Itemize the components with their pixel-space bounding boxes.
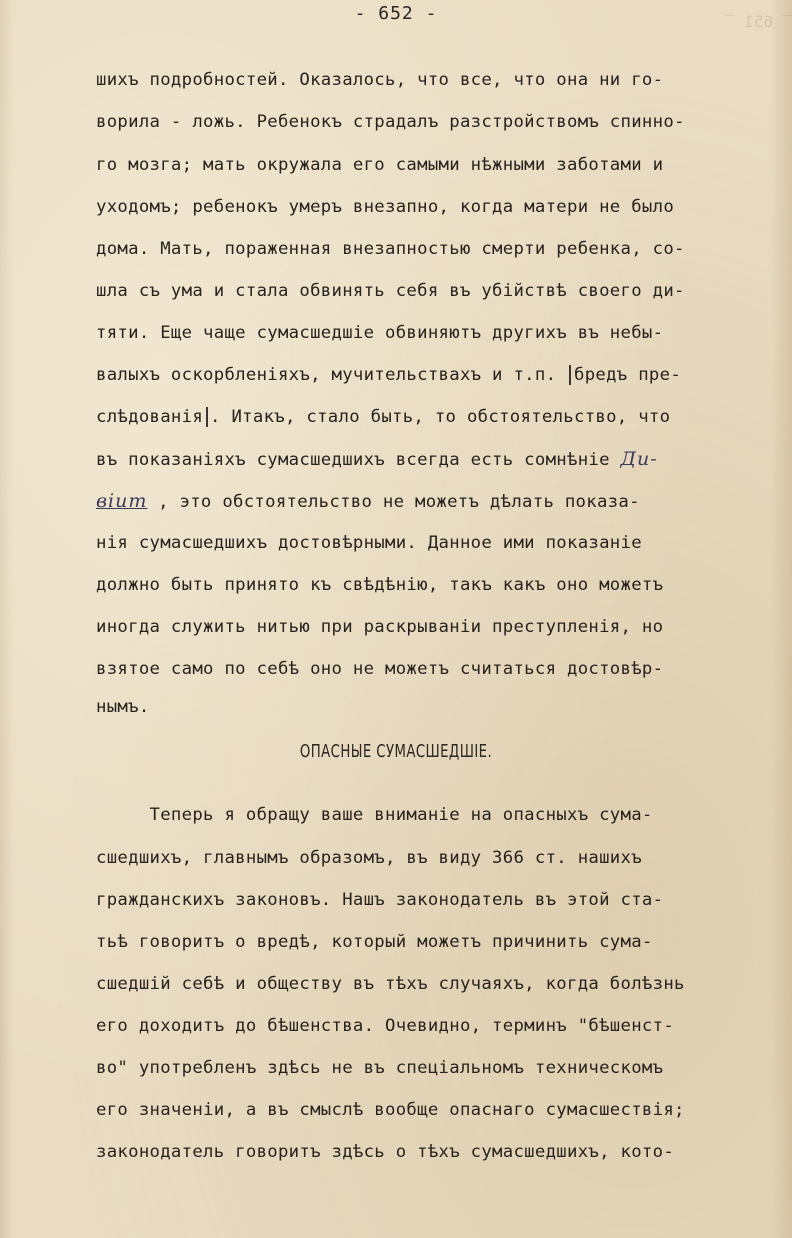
- text-line: его значеніи, а въ смыслѣ вообще опаснаго сумасшествія;: [96, 1100, 685, 1120]
- text-line: шихъ подробностей. Оказалось, что все, что она ни го-: [96, 70, 664, 90]
- text-line: сшедшихъ, главнымъ образомъ, въ виду 366 ст. нашихъ: [96, 848, 642, 868]
- text-line: законодатель говоритъ здѣсь о тѣхъ сумасшедшихъ, кото-: [96, 1142, 675, 1162]
- text-line: иногда служить нитью при раскрываніи преступленія, но: [96, 617, 664, 637]
- text-line: [96, 491, 792, 512]
- text-line: тьѣ говоритъ о вредѣ, который можетъ причинить сума-: [96, 932, 653, 952]
- text-segment: валыхъ оскорбленіяхъ, мучительствахъ и т.п.: [96, 365, 567, 385]
- text-segment: , это обстоятельство не можетъ дѣлать показа-: [147, 492, 640, 512]
- text-line: нымъ.: [96, 697, 150, 717]
- bracketed-annotation: слѣдованія: [96, 407, 208, 427]
- section-heading: ОПАСНЫЕ СУМАСШЕДШІЕ.: [299, 741, 493, 762]
- text-line: должно быть принято къ свѣдѣнію, такъ какъ оно можетъ: [96, 575, 664, 595]
- text-line: сшедшій себѣ и обществу въ тѣхъ случаяхъ, когда болѣзнь: [96, 974, 685, 994]
- page-number: - 652 -: [354, 3, 438, 24]
- text-line: взятое само по себѣ оно не можетъ считаться достовѣр-: [96, 659, 664, 679]
- text-line: [96, 407, 792, 427]
- text-line: тяти. Еще чаще сумасшедшіе обвиняютъ другихъ въ небы-: [96, 323, 664, 343]
- text-line: уходомъ; ребенокъ умеръ внезапно, когда матери не было: [96, 197, 675, 217]
- text-line: Теперь я обращу ваше вниманіе на опасныхъ сума-: [96, 805, 653, 825]
- text-line: [96, 365, 792, 385]
- text-line: шла съ ума и стала обвинять себя въ убійствѣ своего ди-: [96, 281, 685, 301]
- text-line: дома. Мать, пораженная внезапностью смерти ребенка, со-: [96, 239, 685, 259]
- handwritten-insertion: Ди-: [620, 448, 658, 470]
- text-line: гражданскихъ законовъ. Нашъ законодатель въ этой ста-: [96, 890, 664, 910]
- text-line: его доходитъ до бѣшенства. Очевидно, терминъ "бѣшенст-: [96, 1016, 675, 1036]
- text-line: нія сумасшедшихъ достовѣрными. Данное ими показаніе: [96, 533, 642, 553]
- bleed-through-mark: ‾ 651 ‾: [724, 12, 792, 31]
- text-line: во" употребленъ здѣсь не въ спеціальномъ техническомъ: [96, 1058, 664, 1078]
- text-segment: . Итакъ, стало быть, то обстоятельство, что: [210, 407, 671, 427]
- text-segment: въ показаніяхъ сумасшедшихъ всегда есть сомнѣніе: [96, 450, 621, 470]
- text-line: ворила - ложь. Ребенокъ страдалъ разстройствомъ спинно-: [96, 112, 685, 132]
- text-line: [96, 449, 792, 470]
- handwritten-insertion: віит: [96, 490, 148, 512]
- bracketed-annotation: бредъ пре-: [569, 365, 681, 385]
- text-line: го мозга; мать окружала его самыми нѣжными заботами и: [96, 155, 664, 175]
